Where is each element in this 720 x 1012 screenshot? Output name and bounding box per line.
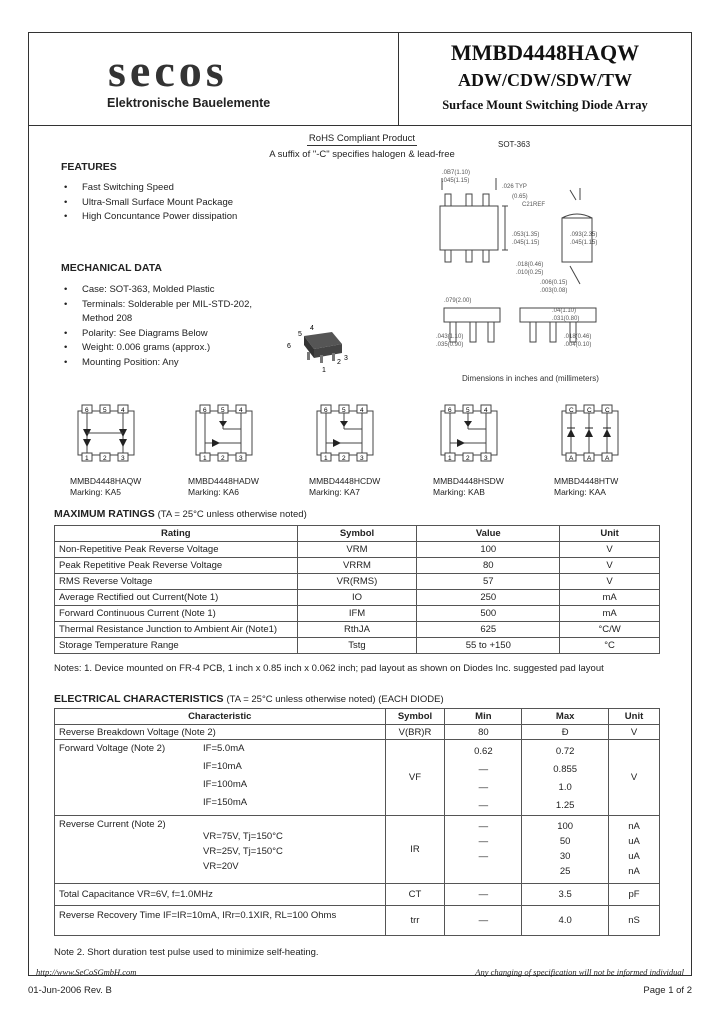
part-number: MMBD4448HAQW bbox=[450, 40, 640, 65]
table-cell: °C/W bbox=[560, 622, 660, 638]
configuration-diagram bbox=[313, 403, 377, 463]
table-row bbox=[55, 740, 660, 816]
table-cell: — bbox=[445, 906, 522, 936]
max-ratings-heading: MAXIMUM RATINGS bbox=[54, 508, 155, 520]
pin-label: 4 bbox=[239, 407, 243, 414]
electrical-conditions: (TA = 25°C unless otherwise noted) (EACH DIODE) bbox=[226, 694, 444, 705]
svg-text:.004(0.10): .004(0.10) bbox=[564, 342, 592, 348]
table-header: Min bbox=[445, 709, 522, 725]
config-name: MMBD4448HTW bbox=[554, 476, 619, 486]
brand-logo: secos bbox=[108, 45, 228, 96]
pin-label: 4 bbox=[310, 325, 314, 332]
table-cell: V(BR)R bbox=[385, 725, 445, 740]
table-cell: 500 bbox=[417, 606, 560, 622]
table-cell: VRM bbox=[297, 542, 417, 558]
pin-label: 6 bbox=[85, 407, 89, 414]
table-header: Value bbox=[417, 526, 560, 542]
header-divider bbox=[28, 125, 692, 126]
pin-label: 6 bbox=[448, 407, 452, 414]
svg-text:.045(1.15): .045(1.15) bbox=[512, 240, 540, 246]
list-item: • Terminals: Solderable per MIL-STD-202, bbox=[62, 298, 252, 313]
table-cell: CT bbox=[385, 884, 445, 906]
pin-label: 1 bbox=[324, 455, 328, 462]
pin-label: 3 bbox=[121, 455, 125, 462]
svg-text:.053(1.35): .053(1.35) bbox=[512, 232, 540, 238]
svg-text:.003(0.08): .003(0.08) bbox=[540, 288, 568, 294]
pin-label: A bbox=[569, 455, 574, 462]
table-cell: V bbox=[560, 574, 660, 590]
table-row bbox=[55, 542, 660, 558]
table-row bbox=[55, 725, 660, 740]
table-cell: — — — bbox=[445, 816, 522, 884]
table-row bbox=[55, 884, 660, 906]
table-cell bbox=[55, 816, 386, 884]
pin-label: 3 bbox=[484, 455, 488, 462]
max-ratings-conditions: (TA = 25°C unless otherwise noted) bbox=[157, 509, 307, 520]
pin-label: 1 bbox=[203, 455, 207, 462]
table-cell: RthJA bbox=[297, 622, 417, 638]
footer-url[interactable]: http://www.SeCoSGmbH.com bbox=[36, 967, 137, 977]
svg-text:.04(1.10): .04(1.10) bbox=[552, 308, 577, 314]
table-cell: V bbox=[609, 740, 660, 816]
condition: IF=150mA bbox=[203, 797, 248, 808]
table-cell: Forward Continuous Current (Note 1) bbox=[55, 606, 298, 622]
svg-text:.026 TYP: .026 TYP bbox=[502, 184, 527, 190]
table-cell: Thermal Resistance Junction to Ambient Air (Note1) bbox=[55, 622, 298, 638]
condition: VR=20V bbox=[203, 861, 239, 872]
electrical-title bbox=[54, 693, 444, 705]
table-header: Characteristic bbox=[55, 709, 386, 725]
svg-text:.018(0.46): .018(0.46) bbox=[564, 334, 592, 340]
table-cell: 100 bbox=[417, 542, 560, 558]
table-row bbox=[55, 526, 660, 542]
table-cell: VRRM bbox=[297, 558, 417, 574]
table-row bbox=[55, 622, 660, 638]
pin-label: 4 bbox=[121, 407, 125, 414]
list-item: • Mounting Position: Any bbox=[62, 356, 252, 371]
pin-label: 2 bbox=[466, 455, 470, 462]
table-cell: IO bbox=[297, 590, 417, 606]
table-cell: IFM bbox=[297, 606, 417, 622]
pin-label: 3 bbox=[239, 455, 243, 462]
pin-label: 2 bbox=[337, 359, 341, 366]
config-name: MMBD4448HAQW bbox=[70, 476, 142, 486]
footer-page: Page 1 of 2 bbox=[643, 985, 692, 996]
pin-label: 5 bbox=[342, 407, 346, 414]
list-item: • Ultra-Small Surface Mount Package bbox=[62, 196, 237, 211]
table-cell: Storage Temperature Range bbox=[55, 638, 298, 654]
table-row bbox=[55, 906, 660, 936]
table-cell: V bbox=[560, 558, 660, 574]
table-cell: Reverse Breakdown Voltage (Note 2) bbox=[55, 725, 386, 740]
table-row bbox=[55, 709, 660, 725]
table-cell: mA bbox=[560, 590, 660, 606]
condition: VR=25V, Tj=150°C bbox=[203, 846, 283, 857]
config-name: MMBD4448HSDW bbox=[433, 476, 504, 486]
pin-label: 1 bbox=[448, 455, 452, 462]
table-cell: 57 bbox=[417, 574, 560, 590]
table-cell: Total Capacitance VR=6V, f=1.0MHz bbox=[55, 884, 386, 906]
pin-label: C bbox=[569, 407, 574, 414]
footer-notice: Any changing of specification will not be informed individual bbox=[475, 967, 684, 977]
pin-label: 5 bbox=[466, 407, 470, 414]
list-item: • Polarity: See Diagrams Below bbox=[62, 327, 252, 342]
configuration-diagram bbox=[192, 403, 256, 463]
package-label: SOT-363 bbox=[498, 140, 531, 149]
rohs-label: RoHS Compliant Product bbox=[308, 133, 416, 144]
part-variants: ADW/CDW/SDW/TW bbox=[457, 70, 632, 90]
svg-text:.045(1.15): .045(1.15) bbox=[442, 178, 470, 184]
brand-subtitle: Elektronische Bauelemente bbox=[107, 96, 271, 110]
table-cell: Ð bbox=[522, 725, 609, 740]
table-cell: 3.5 bbox=[522, 884, 609, 906]
list-item: • Case: SOT-363, Molded Plastic bbox=[62, 283, 252, 298]
dimensions-note: Dimensions in inches and (millimeters) bbox=[462, 374, 599, 383]
table-row bbox=[55, 574, 660, 590]
list-item: • Weight: 0.006 grams (approx.) bbox=[62, 341, 252, 356]
table-cell: VF bbox=[385, 740, 445, 816]
table-row bbox=[55, 816, 660, 884]
svg-text:.031(0.80): .031(0.80) bbox=[552, 316, 580, 322]
table-cell: nS bbox=[609, 906, 660, 936]
table-cell: 250 bbox=[417, 590, 560, 606]
table-cell: 80 bbox=[417, 558, 560, 574]
pin-label: 2 bbox=[103, 455, 107, 462]
features-title: FEATURES bbox=[61, 161, 117, 173]
table-header: Symbol bbox=[385, 709, 445, 725]
max-ratings-title bbox=[54, 508, 307, 520]
pin-label: 4 bbox=[360, 407, 364, 414]
pin-label: 6 bbox=[324, 407, 328, 414]
suffix-note: A suffix of "-C" specifies halogen & lead-free bbox=[269, 149, 455, 160]
pin-label: 4 bbox=[484, 407, 488, 414]
pin-label: 1 bbox=[85, 455, 89, 462]
config-marking: Marking: KAB bbox=[433, 487, 485, 497]
configuration-label bbox=[70, 476, 141, 498]
svg-text:.010(0.25): .010(0.25) bbox=[516, 270, 544, 276]
table-cell: IR bbox=[385, 816, 445, 884]
svg-text:.093(2.35): .093(2.35) bbox=[570, 232, 598, 238]
table-cell: 80 bbox=[445, 725, 522, 740]
package-illustration bbox=[284, 322, 354, 372]
pin-label: 3 bbox=[360, 455, 364, 462]
mechanical-title: MECHANICAL DATA bbox=[61, 262, 162, 274]
table-cell: VR(RMS) bbox=[297, 574, 417, 590]
rohs-underline bbox=[307, 145, 417, 146]
config-name: MMBD4448HCDW bbox=[309, 476, 381, 486]
table-cell bbox=[55, 740, 386, 816]
pin-label: 5 bbox=[298, 331, 302, 338]
table-cell: — bbox=[445, 884, 522, 906]
pin-label: 1 bbox=[322, 367, 326, 372]
svg-text:.018(0.46): .018(0.46) bbox=[516, 262, 544, 268]
config-marking: Marking: KAA bbox=[554, 487, 606, 497]
table-header: Max bbox=[522, 709, 609, 725]
electrical-note: Note 2. Short duration test pulse used to minimize self-heating. bbox=[54, 947, 319, 958]
pin-label: 6 bbox=[287, 343, 291, 350]
table-cell: V bbox=[609, 725, 660, 740]
table-cell: 55 to +150 bbox=[417, 638, 560, 654]
pin-label: A bbox=[587, 455, 592, 462]
configuration-diagram bbox=[74, 403, 138, 463]
table-cell: 0.72 0.855 1.0 1.25 bbox=[522, 740, 609, 816]
features-list bbox=[62, 181, 237, 225]
configuration-label bbox=[554, 476, 618, 498]
max-ratings-table bbox=[54, 525, 660, 654]
config-marking: Marking: KA5 bbox=[70, 487, 122, 497]
condition: IF=100mA bbox=[203, 779, 248, 790]
pin-label: 6 bbox=[203, 407, 207, 414]
svg-text:.079(2.00): .079(2.00) bbox=[444, 298, 472, 304]
electrical-table bbox=[54, 708, 660, 936]
config-name: MMBD4448HADW bbox=[188, 476, 259, 486]
list-item: Method 208 bbox=[82, 313, 133, 324]
svg-text:.043(1.10): .043(1.10) bbox=[436, 334, 464, 340]
footer-date: 01-Jun-2006 Rev. B bbox=[28, 985, 112, 996]
table-row bbox=[55, 590, 660, 606]
table-cell: trr bbox=[385, 906, 445, 936]
table-row bbox=[55, 558, 660, 574]
table-cell: Average Rectified out Current(Note 1) bbox=[55, 590, 298, 606]
list-item: • Fast Switching Speed bbox=[62, 181, 237, 196]
configuration-diagram bbox=[437, 403, 501, 463]
pin-label: C bbox=[587, 407, 592, 414]
doc-subtitle: Surface Mount Switching Diode Array bbox=[442, 98, 648, 112]
config-marking: Marking: KA7 bbox=[309, 487, 361, 497]
table-cell: Tstg bbox=[297, 638, 417, 654]
table-cell: V bbox=[560, 542, 660, 558]
table-header: Symbol bbox=[297, 526, 417, 542]
table-header: Unit bbox=[609, 709, 660, 725]
svg-text:.035(0.90): .035(0.90) bbox=[436, 342, 464, 348]
table-cell: 625 bbox=[417, 622, 560, 638]
configuration-label bbox=[188, 476, 259, 498]
table-cell: °C bbox=[560, 638, 660, 654]
table-cell: 4.0 bbox=[522, 906, 609, 936]
table-header: Unit bbox=[560, 526, 660, 542]
table-header: Rating bbox=[55, 526, 298, 542]
table-cell: nA uA uA nA bbox=[609, 816, 660, 884]
svg-text:C21REF: C21REF bbox=[522, 202, 546, 208]
pin-label: 5 bbox=[221, 407, 225, 414]
svg-text:.006(0.15): .006(0.15) bbox=[540, 280, 568, 286]
pin-label: 5 bbox=[103, 407, 107, 414]
table-cell: 100 50 30 25 bbox=[522, 816, 609, 884]
condition: IF=5.0mA bbox=[203, 743, 245, 754]
condition: VR=75V, Tj=150°C bbox=[203, 831, 283, 842]
svg-text:(0.65): (0.65) bbox=[512, 194, 528, 200]
max-ratings-note: Notes: 1. Device mounted on FR-4 PCB, 1 inch x 0.85 inch x 0.062 inch; pad layout as shown on Diodes Inc. suggested pad layout bbox=[54, 663, 604, 674]
configuration-diagram bbox=[558, 403, 622, 463]
table-cell: Reverse Recovery Time IF=IR=10mA, IRr=0.1XIR, RL=100 Ohms bbox=[55, 906, 386, 936]
forward-voltage-label: Forward Voltage (Note 2) bbox=[59, 743, 166, 754]
package-outline-drawing bbox=[430, 160, 610, 370]
configuration-label bbox=[309, 476, 380, 498]
mechanical-list bbox=[62, 283, 252, 370]
table-cell: mA bbox=[560, 606, 660, 622]
pin-label: A bbox=[605, 455, 610, 462]
svg-text:.0B7(1.10): .0B7(1.10) bbox=[442, 170, 471, 176]
table-cell: Non-Repetitive Peak Reverse Voltage bbox=[55, 542, 298, 558]
table-row bbox=[55, 606, 660, 622]
pin-label: C bbox=[605, 407, 610, 414]
svg-text:.045(1.15): .045(1.15) bbox=[570, 240, 598, 246]
table-cell: 0.62 — — — bbox=[445, 740, 522, 816]
reverse-current-label: Reverse Current (Note 2) bbox=[59, 819, 166, 830]
configuration-label bbox=[433, 476, 504, 498]
table-cell: RMS Reverse Voltage bbox=[55, 574, 298, 590]
list-item: • High Concuntance Power dissipation bbox=[62, 210, 237, 225]
pin-label: 2 bbox=[342, 455, 346, 462]
config-marking: Marking: KA6 bbox=[188, 487, 240, 497]
pin-label: 3 bbox=[344, 355, 348, 362]
pin-label: 2 bbox=[221, 455, 225, 462]
table-row bbox=[55, 638, 660, 654]
condition: IF=10mA bbox=[203, 761, 242, 772]
table-cell: pF bbox=[609, 884, 660, 906]
table-cell: Peak Repetitive Peak Reverse Voltage bbox=[55, 558, 298, 574]
electrical-heading: ELECTRICAL CHARACTERISTICS bbox=[54, 693, 224, 705]
